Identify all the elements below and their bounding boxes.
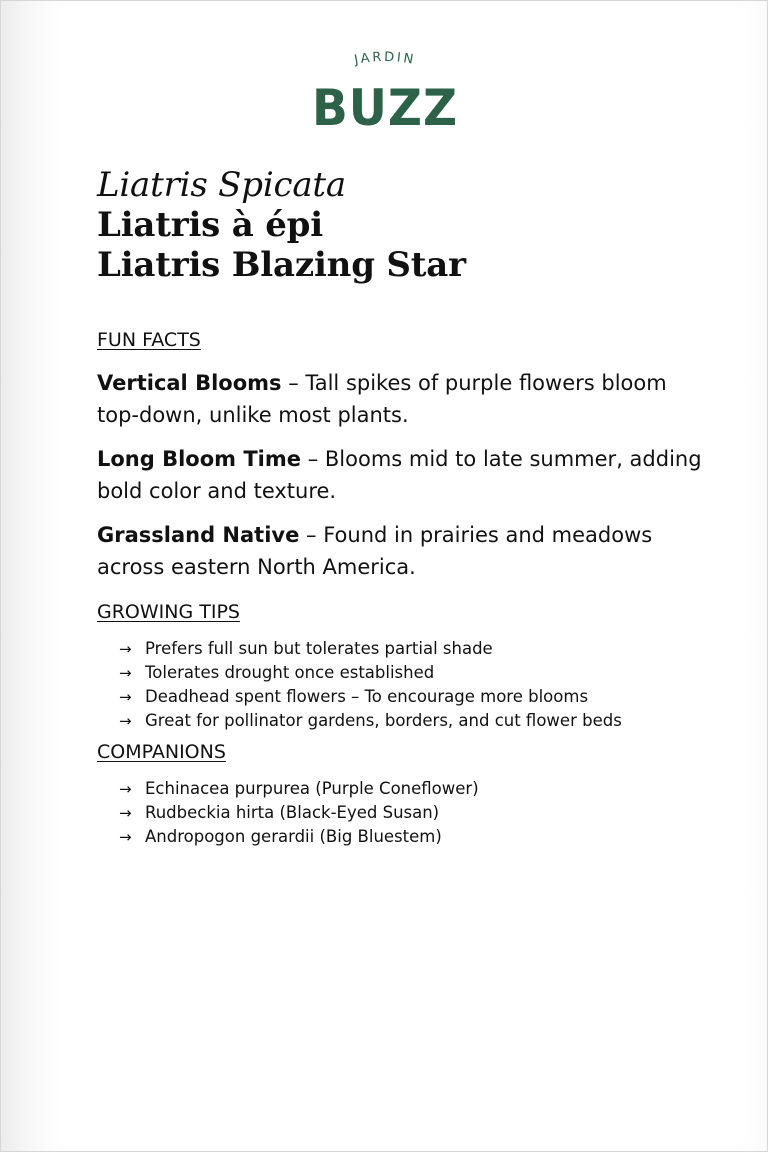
tip-text: Prefers full sun but tolerates partial shade [145,639,493,658]
french-name: Liatris à épi [97,205,323,245]
fact-separator: – [299,523,324,547]
list-item [119,685,622,709]
fact-separator: – [281,371,306,395]
fact-text: Found in prairies and meadows across eastern North America. [97,523,653,579]
fact-item [97,367,707,431]
fun-facts-heading: FUN FACTS [97,329,201,351]
fun-facts-list [97,367,707,595]
fact-separator: – [301,447,325,471]
list-item [119,825,479,849]
tip-text: Deadhead spent flowers – To encourage more blooms [145,687,589,706]
companions-heading: COMPANIONS [97,741,226,763]
tip-text: Great for pollinator gardens, borders, and cut flower beds [145,711,622,730]
fact-text: Blooms mid to late summer, adding bold color and texture. [97,447,702,503]
plant-names [97,165,717,285]
fact-item [97,519,707,583]
jardin-buzz-logo [309,49,461,129]
fact-item [97,443,707,507]
arrow-right-icon: → [119,664,132,682]
arrow-right-icon: → [119,712,132,730]
list-item [119,709,622,733]
tip-text: Tolerates drought once established [145,663,435,682]
fact-title: Grassland Native [97,523,300,547]
arrow-right-icon: → [119,804,132,822]
logo-top-text: JARDIN [353,49,417,68]
arrow-right-icon: → [119,688,132,706]
list-item [119,801,479,825]
list-item [119,637,622,661]
companion-text: Rudbeckia hirta (Black-Eyed Susan) [145,803,440,822]
arrow-right-icon: → [119,828,132,846]
companions-list [119,777,479,849]
growing-tips-list [119,637,622,733]
logo-main-text: BUZZ [312,79,458,129]
fact-text: Tall spikes of purple flowers bloom top-down, unlike most plants. [97,371,667,427]
list-item [119,661,622,685]
arrow-right-icon: → [119,780,132,798]
companion-text: Echinacea purpurea (Purple Coneflower) [145,779,479,798]
fact-title: Long Bloom Time [97,447,302,471]
english-name: Liatris Blazing Star [97,245,466,285]
latin-name: Liatris Spicata [97,165,346,205]
companion-text: Andropogon gerardii (Big Bluestem) [145,827,442,846]
arrow-right-icon: → [119,640,132,658]
list-item [119,777,479,801]
growing-tips-heading: GROWING TIPS [97,601,240,623]
fact-title: Vertical Blooms [97,371,282,395]
